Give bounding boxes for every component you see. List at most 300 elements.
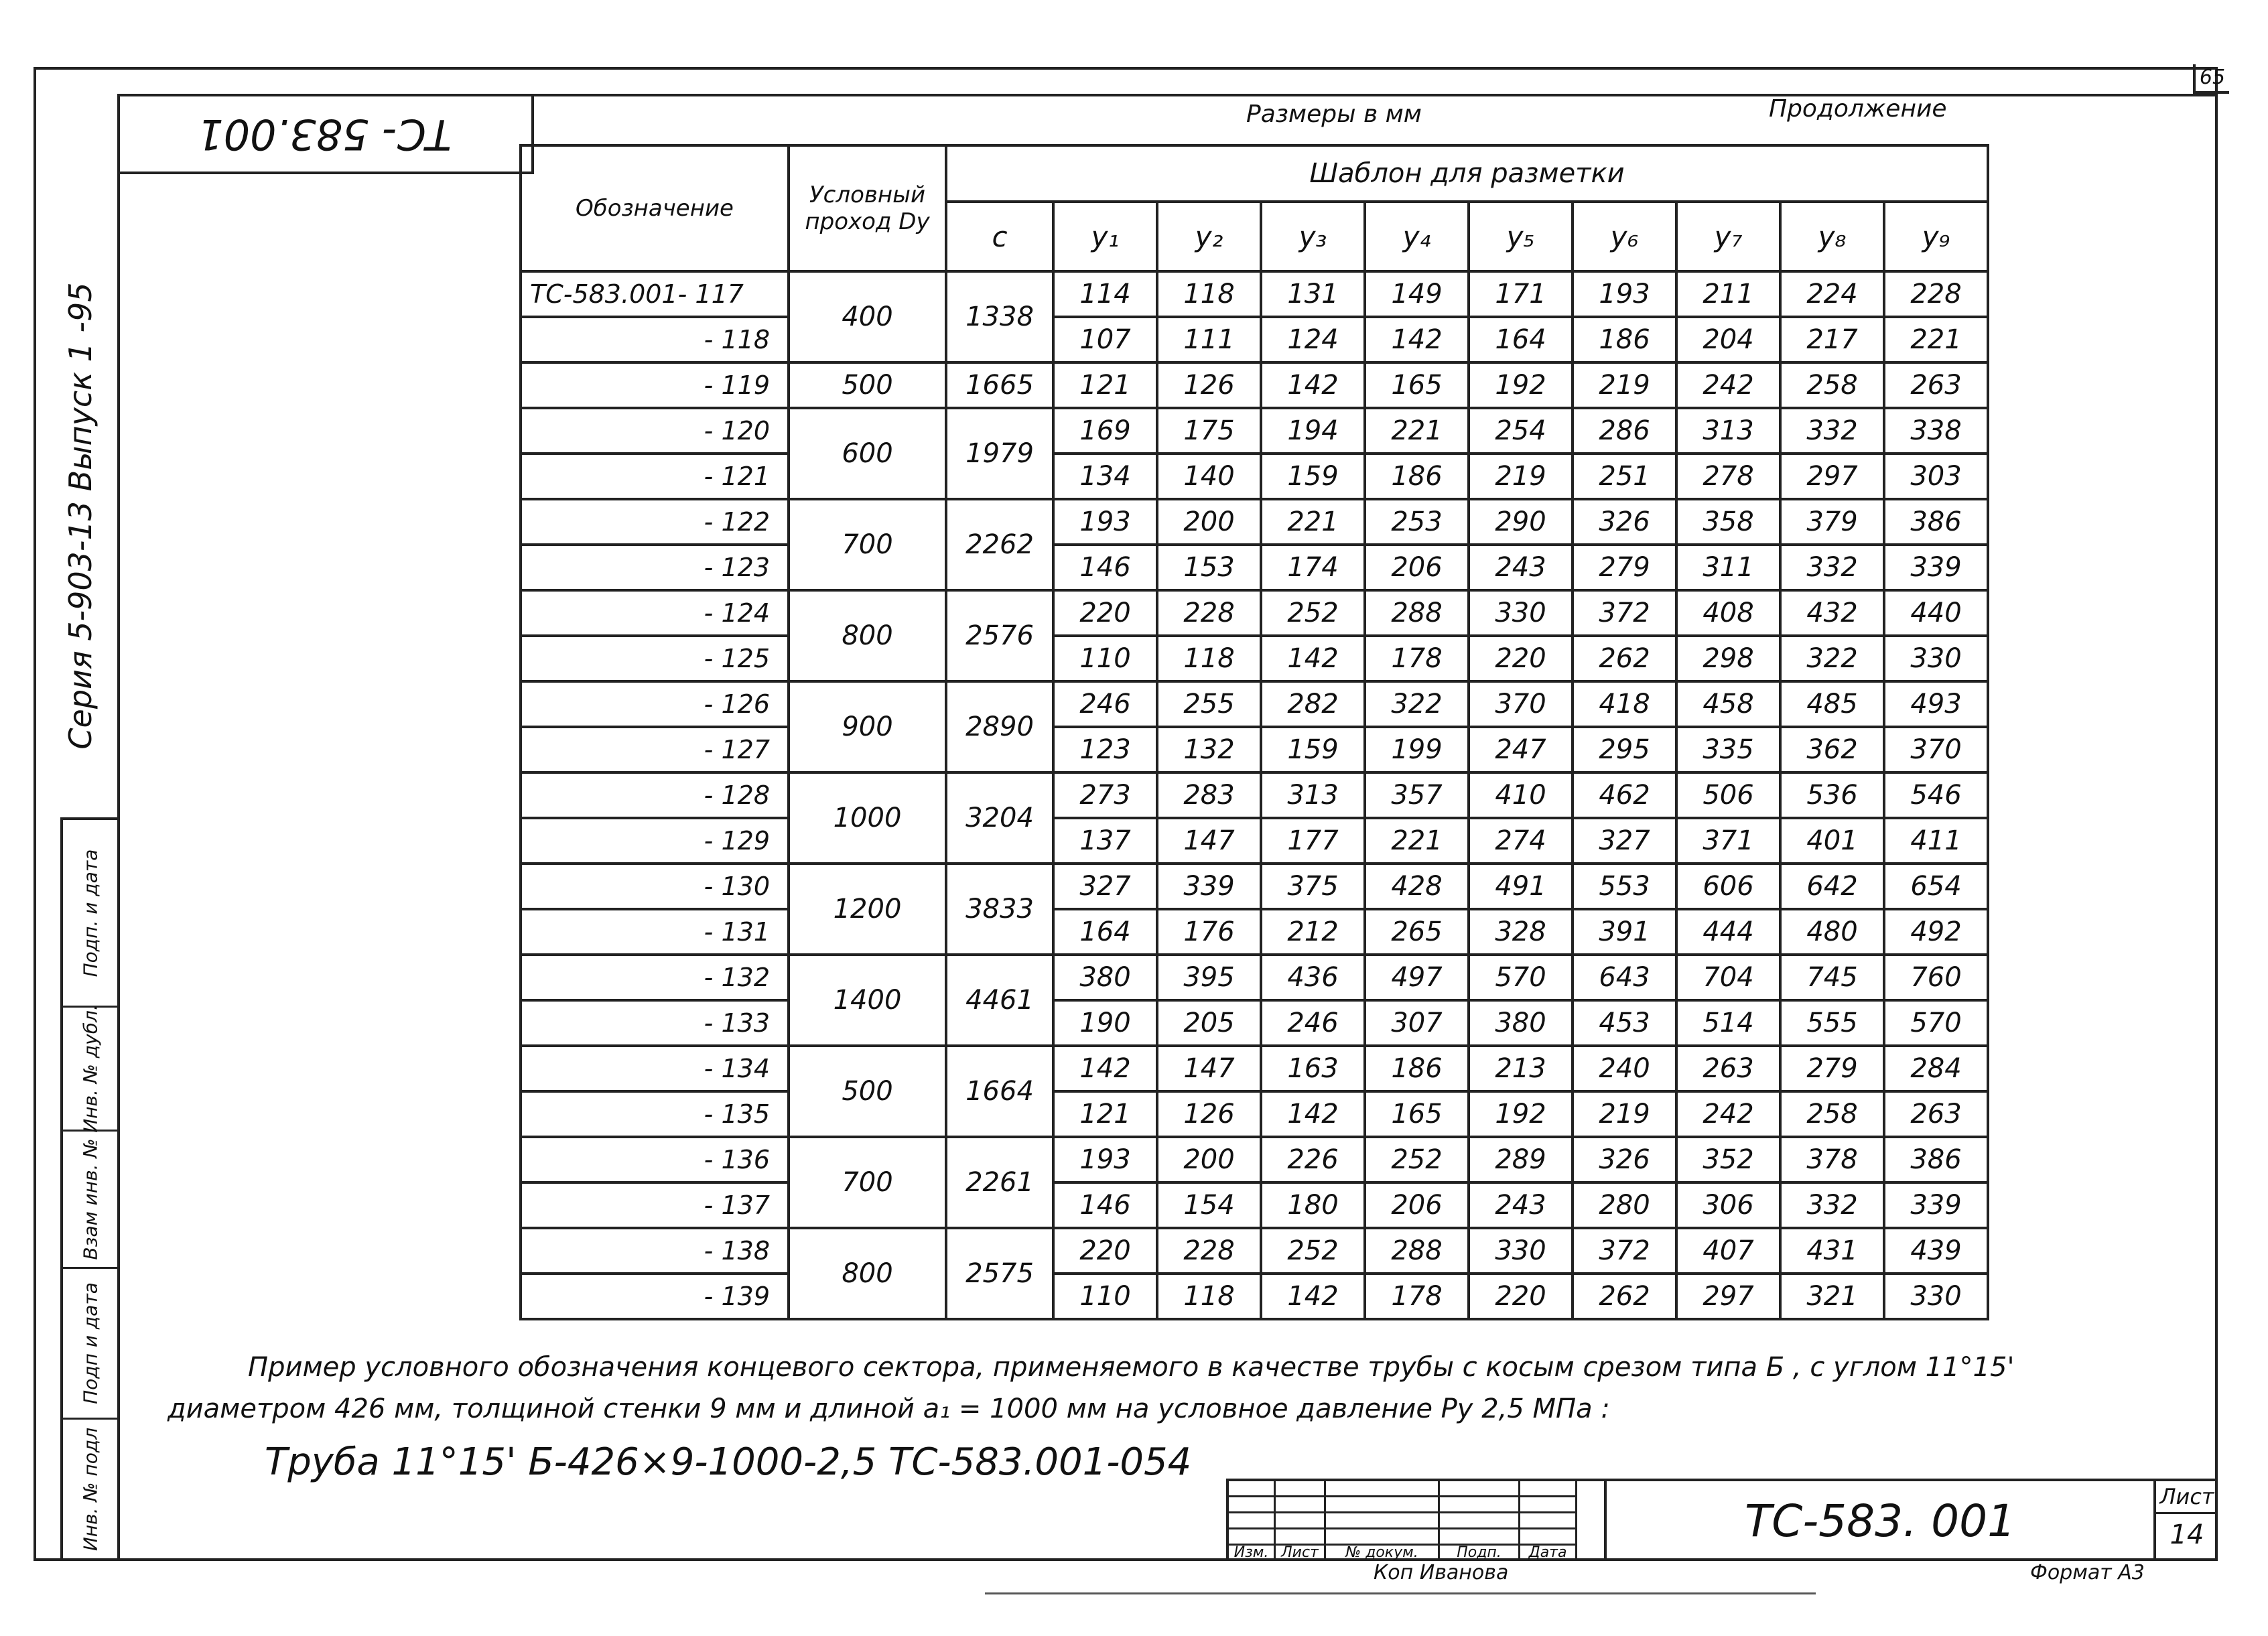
value-cell: 221 — [1884, 317, 1988, 362]
value-cell: 370 — [1884, 727, 1988, 772]
value-cell: 252 — [1365, 1137, 1469, 1182]
stamp-label: № докум. — [1326, 1546, 1440, 1561]
value-cell: 326 — [1573, 1137, 1676, 1182]
value-cell: 131 — [1261, 271, 1365, 317]
value-cell: 251 — [1573, 454, 1676, 499]
designation-cell: - 126 — [521, 681, 789, 727]
table-row — [521, 454, 1988, 499]
value-cell: 118 — [1157, 636, 1261, 681]
value-cell: 458 — [1676, 681, 1780, 727]
value-cell: 339 — [1157, 864, 1261, 909]
table-row — [521, 818, 1988, 864]
header-col: у₈ — [1780, 202, 1884, 271]
value-cell: 254 — [1469, 408, 1573, 454]
value-cell: 258 — [1780, 362, 1884, 408]
value-cell: 164 — [1469, 317, 1573, 362]
value-cell: 278 — [1676, 454, 1780, 499]
stamp-cell — [1276, 1481, 1326, 1497]
table-row — [521, 681, 1988, 727]
value-cell: 242 — [1676, 1091, 1780, 1137]
value-cell: 453 — [1573, 1000, 1676, 1046]
table-row — [521, 636, 1988, 681]
value-cell: 258 — [1780, 1091, 1884, 1137]
value-cell: 279 — [1573, 545, 1676, 590]
stamp-cell — [1440, 1513, 1520, 1529]
value-cell: 410 — [1469, 772, 1573, 818]
table-row — [521, 1228, 1988, 1274]
value-cell: 493 — [1884, 681, 1988, 727]
value-cell: 159 — [1261, 454, 1365, 499]
value-cell: 506 — [1676, 772, 1780, 818]
stamp-cell — [1229, 1513, 1276, 1529]
table-row — [521, 727, 1988, 772]
designation-cell: - 128 — [521, 772, 789, 818]
value-cell: 126 — [1157, 362, 1261, 408]
value-cell: 307 — [1365, 1000, 1469, 1046]
designation-cell: - 138 — [521, 1228, 789, 1274]
value-cell: 432 — [1780, 590, 1884, 636]
value-cell: 326 — [1573, 499, 1676, 545]
value-cell: 536 — [1780, 772, 1884, 818]
value-cell: 178 — [1365, 636, 1469, 681]
stamp-cell — [1276, 1529, 1326, 1546]
value-cell: 206 — [1365, 1182, 1469, 1228]
value-cell: 339 — [1884, 545, 1988, 590]
value-cell: 297 — [1676, 1274, 1780, 1319]
format-label: Формат А3 — [2030, 1561, 2145, 1584]
c-cell: 1338 — [946, 271, 1053, 362]
value-cell: 110 — [1053, 636, 1157, 681]
value-cell: 444 — [1676, 909, 1780, 955]
table-row — [521, 864, 1988, 909]
value-cell: 386 — [1884, 499, 1988, 545]
value-cell: 246 — [1261, 1000, 1365, 1046]
stamp-cell — [1326, 1481, 1440, 1497]
data-table — [519, 144, 1989, 1320]
value-cell: 289 — [1469, 1137, 1573, 1182]
header-col: у₃ — [1261, 202, 1365, 271]
value-cell: 219 — [1573, 1091, 1676, 1137]
series-text: Серия 5-903-13 Выпуск 1 -95 — [62, 282, 98, 750]
value-cell: 178 — [1365, 1274, 1469, 1319]
value-cell: 171 — [1469, 271, 1573, 317]
value-cell: 255 — [1157, 681, 1261, 727]
stamp-label: Подп. — [1440, 1546, 1520, 1561]
value-cell: 391 — [1573, 909, 1676, 955]
value-cell: 200 — [1157, 1137, 1261, 1182]
stamp-cell — [1440, 1529, 1520, 1546]
value-cell: 546 — [1884, 772, 1988, 818]
c-cell: 1664 — [946, 1046, 1053, 1137]
value-cell: 118 — [1157, 1274, 1261, 1319]
header-col: у₅ — [1469, 202, 1573, 271]
table-row — [521, 317, 1988, 362]
value-cell: 313 — [1261, 772, 1365, 818]
sheet-value: 14 — [2170, 1519, 2204, 1550]
stamp-cell — [1276, 1497, 1326, 1513]
value-cell: 322 — [1365, 681, 1469, 727]
value-cell: 332 — [1780, 408, 1884, 454]
value-cell: 142 — [1053, 1046, 1157, 1091]
designation-cell: - 127 — [521, 727, 789, 772]
value-cell: 142 — [1261, 1091, 1365, 1137]
value-cell: 378 — [1780, 1137, 1884, 1182]
designation-cell: - 125 — [521, 636, 789, 681]
code-rotated: ТС- 583.001 — [197, 110, 452, 159]
c-cell: 2575 — [946, 1228, 1053, 1319]
value-cell: 121 — [1053, 362, 1157, 408]
value-cell: 570 — [1884, 1000, 1988, 1046]
stamp-cell — [1229, 1481, 1276, 1497]
value-cell: 220 — [1053, 590, 1157, 636]
value-cell: 514 — [1676, 1000, 1780, 1046]
value-cell: 306 — [1676, 1182, 1780, 1228]
passage-cell: 700 — [789, 1137, 946, 1228]
sheet-box — [2153, 1481, 2218, 1561]
value-cell: 311 — [1676, 545, 1780, 590]
side-cell: Подп. и дата — [63, 820, 117, 1008]
table-row — [521, 955, 1988, 1000]
table-row — [521, 408, 1988, 454]
stamp-label: Лист — [1276, 1546, 1326, 1561]
value-cell: 110 — [1053, 1274, 1157, 1319]
header-col: у₄ — [1365, 202, 1469, 271]
value-cell: 497 — [1365, 955, 1469, 1000]
value-cell: 654 — [1884, 864, 1988, 909]
passage-cell: 900 — [789, 681, 946, 772]
value-cell: 252 — [1261, 590, 1365, 636]
value-cell: 428 — [1365, 864, 1469, 909]
value-cell: 192 — [1469, 362, 1573, 408]
value-cell: 165 — [1365, 1091, 1469, 1137]
c-cell: 2262 — [946, 499, 1053, 590]
value-cell: 154 — [1157, 1182, 1261, 1228]
value-cell: 205 — [1157, 1000, 1261, 1046]
table-row — [521, 909, 1988, 955]
stamp-cell — [1440, 1497, 1520, 1513]
table-row — [521, 1046, 1988, 1091]
value-cell: 242 — [1676, 362, 1780, 408]
stamp-cell — [1276, 1513, 1326, 1529]
value-cell: 220 — [1469, 1274, 1573, 1319]
table-row — [521, 1000, 1988, 1046]
table-row — [521, 271, 1988, 317]
value-cell: 219 — [1573, 362, 1676, 408]
value-cell: 332 — [1780, 545, 1884, 590]
title-block — [1226, 1479, 2218, 1561]
value-cell: 411 — [1884, 818, 1988, 864]
designation-cell: - 131 — [521, 909, 789, 955]
value-cell: 553 — [1573, 864, 1676, 909]
example-designation: Труба 11°15' Б-426×9-1000-2,5 ТС-583.001-054 — [265, 1440, 1192, 1484]
value-cell: 228 — [1157, 590, 1261, 636]
passage-cell: 500 — [789, 1046, 946, 1137]
value-cell: 252 — [1261, 1228, 1365, 1274]
value-cell: 194 — [1261, 408, 1365, 454]
value-cell: 321 — [1780, 1274, 1884, 1319]
value-cell: 200 — [1157, 499, 1261, 545]
value-cell: 760 — [1884, 955, 1988, 1000]
value-cell: 298 — [1676, 636, 1780, 681]
value-cell: 228 — [1157, 1228, 1261, 1274]
value-cell: 263 — [1676, 1046, 1780, 1091]
value-cell: 186 — [1365, 454, 1469, 499]
value-cell: 286 — [1573, 408, 1676, 454]
value-cell: 228 — [1884, 271, 1988, 317]
value-cell: 212 — [1261, 909, 1365, 955]
header-col: у₂ — [1157, 202, 1261, 271]
value-cell: 352 — [1676, 1137, 1780, 1182]
passage-cell: 400 — [789, 271, 946, 362]
value-cell: 282 — [1261, 681, 1365, 727]
note-line-2: диаметром 426 мм, толщиной стенки 9 мм и длиной а₁ = 1000 мм на условное давление Ру 2,5 МПа : — [168, 1393, 1610, 1424]
value-cell: 193 — [1053, 499, 1157, 545]
side-series — [47, 281, 114, 750]
header-passage: Условный проход Dу — [789, 145, 946, 271]
header-col: у₉ — [1884, 202, 1988, 271]
value-cell: 338 — [1884, 408, 1988, 454]
header-col: у₇ — [1676, 202, 1780, 271]
passage-cell: 800 — [789, 1228, 946, 1319]
value-cell: 217 — [1780, 317, 1884, 362]
passage-cell: 500 — [789, 362, 946, 408]
value-cell: 322 — [1780, 636, 1884, 681]
value-cell: 114 — [1053, 271, 1157, 317]
value-cell: 219 — [1469, 454, 1573, 499]
value-cell: 480 — [1780, 909, 1884, 955]
value-cell: 288 — [1365, 1228, 1469, 1274]
value-cell: 290 — [1469, 499, 1573, 545]
designation-cell: - 130 — [521, 864, 789, 909]
designation-cell: - 129 — [521, 818, 789, 864]
value-cell: 745 — [1780, 955, 1884, 1000]
value-cell: 121 — [1053, 1091, 1157, 1137]
value-cell: 379 — [1780, 499, 1884, 545]
value-cell: 220 — [1053, 1228, 1157, 1274]
header-col: с — [946, 202, 1053, 271]
value-cell: 262 — [1573, 636, 1676, 681]
value-cell: 313 — [1676, 408, 1780, 454]
page-number: 65 — [2193, 64, 2229, 94]
header-designation: Обозначение — [521, 145, 789, 271]
value-cell: 153 — [1157, 545, 1261, 590]
value-cell: 192 — [1469, 1091, 1573, 1137]
designation-cell: - 123 — [521, 545, 789, 590]
value-cell: 221 — [1365, 408, 1469, 454]
value-cell: 174 — [1261, 545, 1365, 590]
value-cell: 372 — [1573, 590, 1676, 636]
value-cell: 146 — [1053, 545, 1157, 590]
table-row — [521, 362, 1988, 408]
table-row — [521, 1274, 1988, 1319]
value-cell: 395 — [1157, 955, 1261, 1000]
value-cell: 142 — [1261, 1274, 1365, 1319]
value-cell: 199 — [1365, 727, 1469, 772]
value-cell: 204 — [1676, 317, 1780, 362]
value-cell: 370 — [1469, 681, 1573, 727]
value-cell: 262 — [1573, 1274, 1676, 1319]
value-cell: 283 — [1157, 772, 1261, 818]
value-cell: 380 — [1053, 955, 1157, 1000]
value-cell: 247 — [1469, 727, 1573, 772]
value-cell: 327 — [1573, 818, 1676, 864]
table-row — [521, 545, 1988, 590]
stamp-cell — [1229, 1497, 1276, 1513]
c-cell: 1665 — [946, 362, 1053, 408]
value-cell: 146 — [1053, 1182, 1157, 1228]
value-cell: 124 — [1261, 317, 1365, 362]
value-cell: 263 — [1884, 1091, 1988, 1137]
value-cell: 284 — [1884, 1046, 1988, 1091]
stamp-label: Изм. — [1229, 1546, 1276, 1561]
value-cell: 147 — [1157, 818, 1261, 864]
value-cell: 297 — [1780, 454, 1884, 499]
value-cell: 436 — [1261, 955, 1365, 1000]
value-cell: 643 — [1573, 955, 1676, 1000]
value-cell: 149 — [1365, 271, 1469, 317]
stamp-label: Дата — [1520, 1546, 1577, 1561]
designation-cell: - 136 — [521, 1137, 789, 1182]
value-cell: 431 — [1780, 1228, 1884, 1274]
passage-cell: 1200 — [789, 864, 946, 955]
continuation-note: Продолжение — [1769, 95, 1947, 123]
value-cell: 163 — [1261, 1046, 1365, 1091]
value-cell: 142 — [1261, 362, 1365, 408]
c-cell: 2576 — [946, 590, 1053, 681]
value-cell: 407 — [1676, 1228, 1780, 1274]
value-cell: 570 — [1469, 955, 1573, 1000]
designation-cell: - 122 — [521, 499, 789, 545]
value-cell: 123 — [1053, 727, 1157, 772]
table-row — [521, 1137, 1988, 1182]
stamp-cell — [1520, 1529, 1577, 1546]
passage-cell: 1000 — [789, 772, 946, 864]
value-cell: 274 — [1469, 818, 1573, 864]
side-cell: Взам инв. № — [63, 1132, 117, 1269]
header-template: Шаблон для разметки — [946, 145, 1988, 202]
value-cell: 273 — [1053, 772, 1157, 818]
designation-cell: - 135 — [521, 1091, 789, 1137]
doc-code: ТС-583. 001 — [1604, 1481, 2153, 1561]
value-cell: 555 — [1780, 1000, 1884, 1046]
value-cell: 263 — [1884, 362, 1988, 408]
value-cell: 253 — [1365, 499, 1469, 545]
side-cell: Инв. № подл — [63, 1420, 117, 1561]
value-cell: 134 — [1053, 454, 1157, 499]
value-cell: 440 — [1884, 590, 1988, 636]
value-cell: 126 — [1157, 1091, 1261, 1137]
value-cell: 642 — [1780, 864, 1884, 909]
value-cell: 176 — [1157, 909, 1261, 955]
c-cell: 2890 — [946, 681, 1053, 772]
c-cell: 4461 — [946, 955, 1053, 1046]
bottom-line — [985, 1592, 1816, 1594]
value-cell: 164 — [1053, 909, 1157, 955]
value-cell: 137 — [1053, 818, 1157, 864]
value-cell: 408 — [1676, 590, 1780, 636]
side-cell: Инв. № дубл. — [63, 1008, 117, 1132]
table-row — [521, 772, 1988, 818]
table-row — [521, 590, 1988, 636]
value-cell: 704 — [1676, 955, 1780, 1000]
value-cell: 226 — [1261, 1137, 1365, 1182]
designation-cell: - 137 — [521, 1182, 789, 1228]
value-cell: 327 — [1053, 864, 1157, 909]
designation-cell: - 134 — [521, 1046, 789, 1091]
c-cell: 3833 — [946, 864, 1053, 955]
designation-cell: - 121 — [521, 454, 789, 499]
value-cell: 330 — [1469, 1228, 1573, 1274]
value-cell: 175 — [1157, 408, 1261, 454]
header-col: у₁ — [1053, 202, 1157, 271]
table-row — [521, 499, 1988, 545]
value-cell: 193 — [1573, 271, 1676, 317]
value-cell: 280 — [1573, 1182, 1676, 1228]
value-cell: 177 — [1261, 818, 1365, 864]
table-row — [521, 1182, 1988, 1228]
value-cell: 606 — [1676, 864, 1780, 909]
dims-note: Размеры в мм — [1246, 100, 1422, 128]
value-cell: 339 — [1884, 1182, 1988, 1228]
value-cell: 107 — [1053, 317, 1157, 362]
passage-cell: 800 — [789, 590, 946, 681]
value-cell: 132 — [1157, 727, 1261, 772]
value-cell: 330 — [1884, 636, 1988, 681]
value-cell: 462 — [1573, 772, 1676, 818]
value-cell: 288 — [1365, 590, 1469, 636]
designation-cell: ТС-583.001- 117 — [521, 271, 789, 317]
side-stamp — [60, 817, 117, 1561]
value-cell: 375 — [1261, 864, 1365, 909]
value-cell: 186 — [1573, 317, 1676, 362]
stamp-cell — [1326, 1529, 1440, 1546]
value-cell: 193 — [1053, 1137, 1157, 1182]
designation-cell: - 118 — [521, 317, 789, 362]
value-cell: 418 — [1573, 681, 1676, 727]
value-cell: 380 — [1469, 1000, 1573, 1046]
value-cell: 211 — [1676, 271, 1780, 317]
designation-cell: - 132 — [521, 955, 789, 1000]
value-cell: 140 — [1157, 454, 1261, 499]
designation-cell: - 139 — [521, 1274, 789, 1319]
value-cell: 243 — [1469, 545, 1573, 590]
stamp-cell — [1229, 1529, 1276, 1546]
stamp-cell — [1326, 1497, 1440, 1513]
value-cell: 332 — [1780, 1182, 1884, 1228]
value-cell: 328 — [1469, 909, 1573, 955]
note-line-1: Пример условного обозначения концевого сектора, применяемого в качестве трубы с косым срезом типа Б , с углом 11°15' — [248, 1352, 2015, 1383]
stamp-cell — [1520, 1497, 1577, 1513]
value-cell: 169 — [1053, 408, 1157, 454]
value-cell: 221 — [1261, 499, 1365, 545]
value-cell: 303 — [1884, 454, 1988, 499]
value-cell: 180 — [1261, 1182, 1365, 1228]
value-cell: 439 — [1884, 1228, 1988, 1274]
copied-by: Коп Иванова — [1374, 1561, 1509, 1584]
value-cell: 357 — [1365, 772, 1469, 818]
value-cell: 111 — [1157, 317, 1261, 362]
value-cell: 159 — [1261, 727, 1365, 772]
value-cell: 330 — [1884, 1274, 1988, 1319]
value-cell: 118 — [1157, 271, 1261, 317]
value-cell: 224 — [1780, 271, 1884, 317]
side-cell: Подп и дата — [63, 1269, 117, 1420]
value-cell: 372 — [1573, 1228, 1676, 1274]
sheet-label: Лист — [2156, 1481, 2218, 1514]
value-cell: 330 — [1469, 590, 1573, 636]
value-cell: 335 — [1676, 727, 1780, 772]
value-cell: 295 — [1573, 727, 1676, 772]
